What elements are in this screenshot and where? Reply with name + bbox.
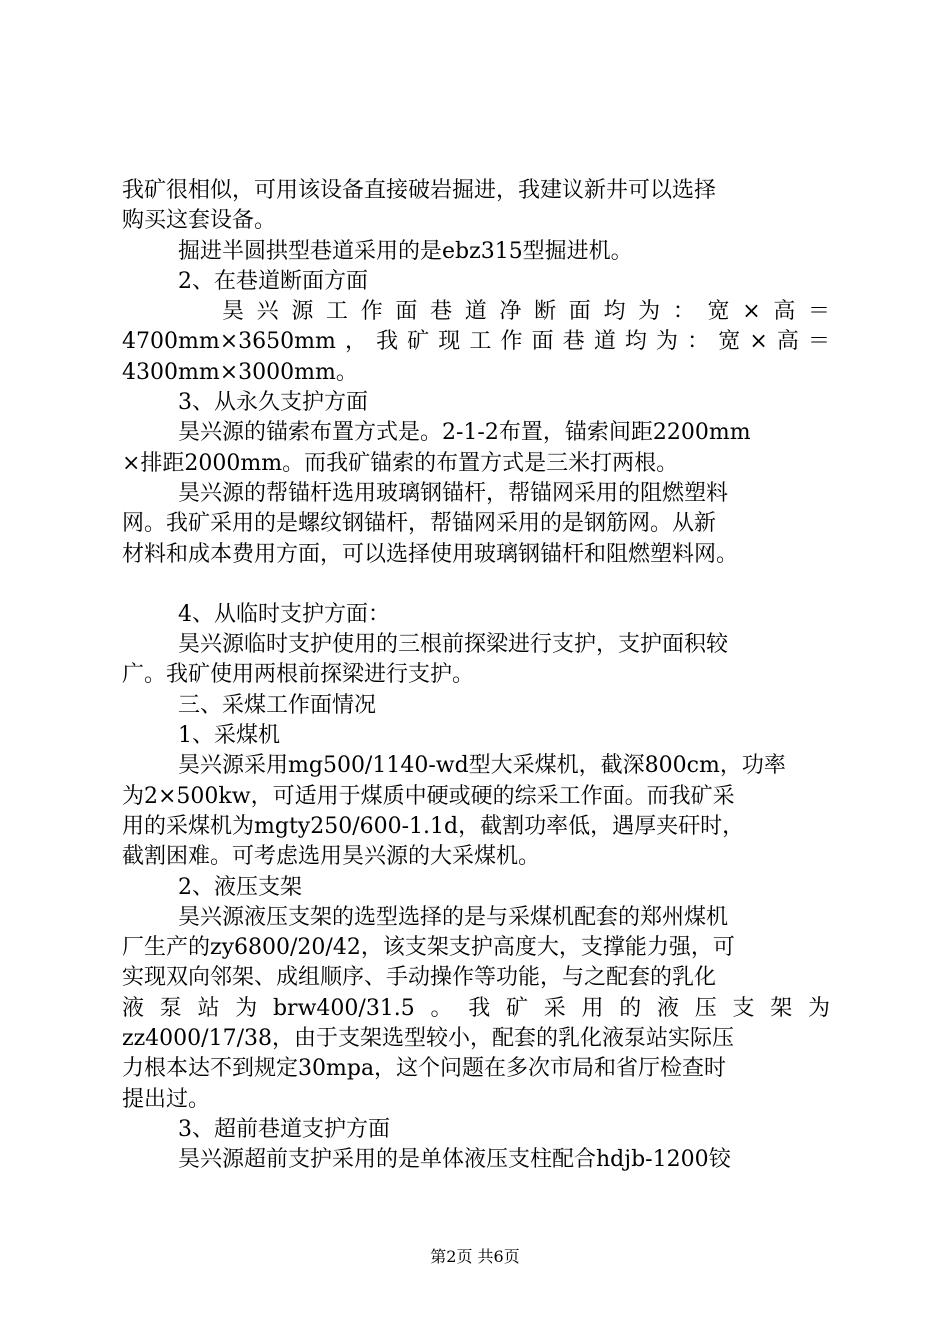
paragraph-line: 4700mm×3650mm，我矿现工作面巷道均为：宽×高＝ <box>122 329 830 355</box>
paragraph-line: 液泵站为brw400/31.5。我矿采用的液压支架为 <box>122 995 830 1021</box>
paragraph-line: 昊兴源工作面巷道净断面均为：宽×高＝ <box>222 299 830 325</box>
paragraph-line: 掘进半圆拱型巷道采用的是ebz315型掘进机。 <box>178 238 633 264</box>
section-heading: 三、采煤工作面情况 <box>178 692 377 718</box>
section-heading: 4、从临时支护方面： <box>178 601 390 627</box>
paragraph-line: 我矿很相似，可用该设备直接破岩掘进，我建议新井可以选择 <box>122 178 717 203</box>
paragraph-line: 昊兴源临时支护使用的三根前探梁进行支护，支护面积较 <box>178 632 729 658</box>
paragraph-line: zz4000/17/38，由于支架选型较小，配套的乳化液泵站实际压 <box>122 1026 734 1052</box>
section-heading: 2、在巷道断面方面 <box>178 268 368 294</box>
paragraph-line: 昊兴源的锚索布置方式是。2-1-2布置，锚索间距2200mm <box>178 420 751 446</box>
paragraph-line: 截割困难。可考虑选用昊兴源的大采煤机。 <box>122 844 541 870</box>
paragraph-line: 广。我矿使用两根前探梁进行支护。 <box>122 662 475 688</box>
paragraph-line: 实现双向邻架、成组顺序、手动操作等功能，与之配套的乳化 <box>122 965 717 991</box>
paragraph-line: 力根本达不到规定30mpa，这个问题在多次市局和省厅检查时 <box>122 1056 727 1082</box>
paragraph-line: 用的采煤机为mgty250/600-1.1d，截割功率低，遇厚夹矸时， <box>122 813 745 839</box>
paragraph-line: 提出过。 <box>122 1086 211 1112</box>
page-footer: 第2页 共6页 <box>430 1247 520 1266</box>
paragraph-line: 购买这套设备。 <box>122 208 277 234</box>
section-heading: 1、采煤机 <box>178 723 280 749</box>
paragraph-line: 厂生产的zy6800/20/42，该支架支护高度大，支撑能力强，可 <box>122 935 735 961</box>
section-heading: 3、超前巷道支护方面 <box>178 1116 390 1142</box>
paragraph-line: ×排距2000mm。而我矿锚索的布置方式是三米打两根。 <box>122 450 679 476</box>
paragraph-line: 4300mm×3000mm。 <box>122 359 358 385</box>
section-heading: 2、液压支架 <box>178 874 302 900</box>
paragraph-line: 昊兴源采用mg500/1140-wd型大采煤机，截深800cm，功率 <box>178 753 786 779</box>
paragraph-line: 昊兴源液压支架的选型选择的是与采煤机配套的郑州煤机 <box>178 904 729 930</box>
paragraph-line: 为2×500kw，可适用于煤质中硬或硬的综采工作面。而我矿采 <box>122 783 735 809</box>
paragraph-line: 网。我矿采用的是螺纹钢锚杆，帮锚网采用的是钢筋网。从新 <box>122 511 717 537</box>
document-body <box>122 176 830 1176</box>
section-heading: 3、从永久支护方面 <box>178 390 368 416</box>
paragraph-line: 昊兴源的帮锚杆选用玻璃钢锚杆，帮锚网采用的阻燃塑料 <box>178 480 729 506</box>
paragraph-line: 材料和成本费用方面，可以选择使用玻璃钢锚杆和阻燃塑料网。 <box>122 541 739 567</box>
paragraph-line: 昊兴源超前支护采用的是单体液压支柱配合hdjb-1200铰 <box>178 1147 731 1173</box>
